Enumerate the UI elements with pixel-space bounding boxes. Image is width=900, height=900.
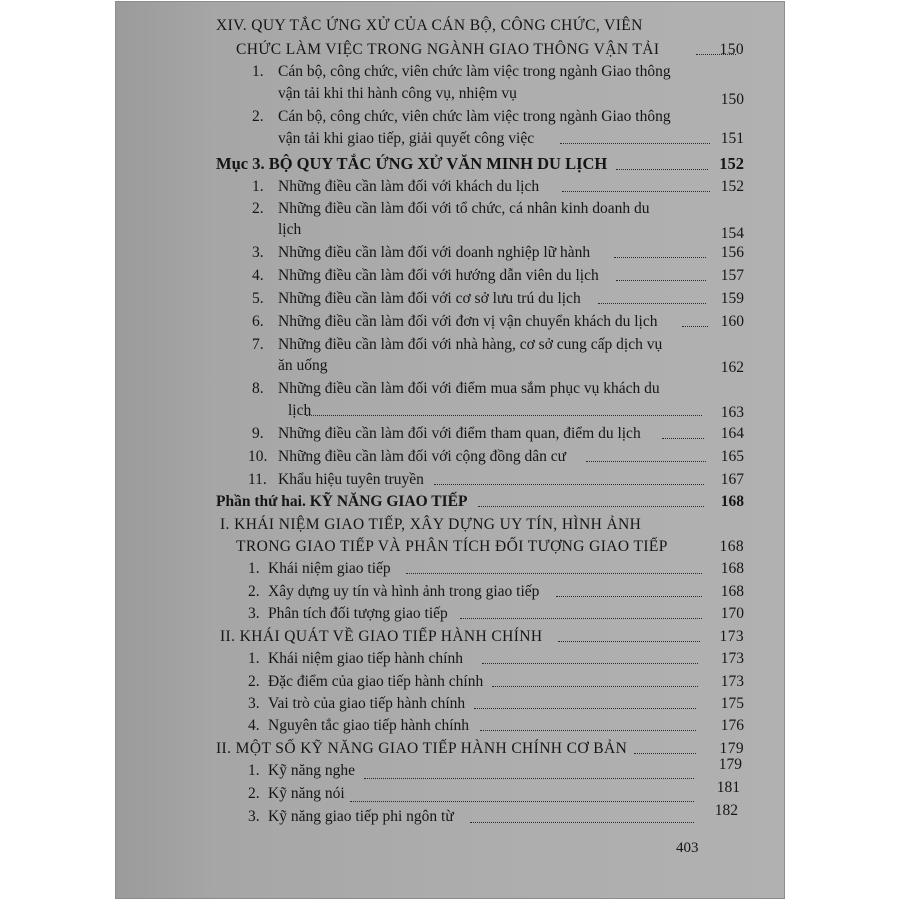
toc-entry: [116, 198, 784, 220]
toc-entry: [116, 558, 784, 580]
toc-entry: [116, 311, 784, 333]
toc-part-heading: [116, 491, 784, 513]
toc-entry-number: 4.: [252, 267, 264, 284]
toc-entry-title: Vai trò của giao tiếp hành chính: [268, 695, 466, 712]
leader-dots: [586, 459, 706, 462]
leader-dots: [562, 189, 710, 192]
toc-entry-number: 2.: [248, 673, 260, 690]
leader-dots: [470, 820, 694, 823]
leader-dots: [482, 661, 698, 664]
toc-page-number: 168: [720, 583, 744, 600]
leader-dots: [364, 776, 694, 779]
toc-entry-title: Những điều cần làm đối với điểm tham quan, điểm du lịch: [278, 425, 641, 442]
leader-dots: [558, 639, 700, 642]
toc-entry-number: 3.: [248, 695, 260, 712]
toc-entry-number: 3.: [252, 244, 264, 261]
toc-section-heading: [116, 626, 784, 648]
leader-dots: [560, 141, 710, 144]
toc-section-heading: [116, 15, 784, 37]
toc-entry-title: Phân tích đối tượng giao tiếp: [268, 605, 448, 622]
toc-entry-number: 1.: [252, 63, 264, 80]
toc-entry-number: 6.: [252, 313, 264, 330]
toc-entry: [116, 469, 784, 491]
toc-page-number: 181: [716, 779, 740, 796]
toc-heading-line1: I. KHÁI NIỆM GIAO TIẾP, XÂY DỰNG UY TÍN, HÌNH ẢNH: [220, 516, 642, 533]
toc-entry-title: Khái niệm giao tiếp: [268, 560, 391, 577]
leader-dots: [492, 684, 698, 687]
toc-entry: [116, 61, 784, 83]
toc-entry: [116, 756, 784, 782]
toc-entry: [116, 288, 784, 310]
toc-entry-title: Đặc điểm của giao tiếp hành chính: [268, 673, 484, 690]
toc-entry-title: Những điều cần làm đối với hướng dẫn viên du lịch: [278, 267, 599, 284]
toc-entry-title: Những điều cần làm đối với cơ sở lưu trú du lịch: [278, 290, 581, 307]
leader-dots: [662, 436, 704, 439]
toc-page-number: 167: [720, 471, 744, 488]
toc-entry-title: Những điều cần làm đối với khách du lịch: [278, 178, 540, 195]
toc-entry-number: 1.: [248, 650, 260, 667]
toc-section-heading: [116, 738, 784, 760]
toc-entry: [116, 128, 784, 150]
toc-entry-number: 2.: [252, 200, 264, 217]
toc-entry: [116, 779, 784, 805]
toc-entry: [116, 400, 784, 422]
toc-entry-title-cont: vận tải khi giao tiếp, giải quyết công việc: [278, 130, 535, 147]
toc-entry-title-cont: ăn uống: [278, 357, 328, 374]
toc-page-number: 170: [720, 605, 744, 622]
toc-entry-title: Nguyên tắc giao tiếp hành chính: [268, 717, 470, 734]
toc-entry-title-cont: lịch: [288, 402, 312, 419]
toc-section-heading: [116, 514, 784, 536]
toc-entry-title: Kỹ năng nói: [268, 785, 345, 802]
toc-page-number: 165: [720, 448, 744, 465]
toc-entry: [116, 242, 784, 264]
page-footer-number: 403: [676, 840, 699, 856]
toc-page-number: 173: [720, 650, 744, 667]
toc-entry-number: 1.: [248, 560, 260, 577]
leader-dots: [616, 167, 708, 170]
toc-page-number: 179: [718, 756, 742, 773]
leader-dots: [460, 616, 702, 619]
toc-entry-number: 10.: [248, 448, 268, 465]
leader-dots: [306, 413, 702, 416]
toc-entry-title: Khẩu hiệu tuyên truyền: [278, 471, 424, 488]
toc-entry-number: 3.: [248, 808, 260, 825]
toc-entry: [116, 671, 784, 693]
toc-entry: [116, 648, 784, 670]
toc-page-number: 179: [719, 740, 744, 757]
book-page: [116, 2, 784, 898]
toc-page-number: 162: [720, 359, 744, 376]
leader-dots: [350, 799, 694, 802]
toc-page-number: 173: [719, 628, 744, 645]
toc-entry: [116, 83, 784, 108]
toc-entry: [116, 334, 784, 356]
toc-entry-number: 1.: [248, 762, 260, 779]
toc-entry-title: Những điều cần làm đối với nhà hàng, cơ sở cung cấp dịch vụ: [278, 336, 663, 353]
toc-entry-title: Những điều cần làm đối với đơn vị vận chuyển khách du lịch: [278, 313, 658, 330]
toc-page-number: 168: [720, 493, 744, 510]
toc-page-number: 168: [720, 560, 744, 577]
leader-dots: [434, 482, 704, 485]
toc-entry: [116, 715, 784, 737]
toc-entry-title: Cán bộ, công chức, viên chức làm việc trong ngành Giao thông: [278, 63, 671, 80]
toc-page-number: 156: [720, 244, 744, 261]
toc-entry: [116, 446, 784, 468]
toc-heading-line2: TRONG GIAO TIẾP VÀ PHÂN TÍCH ĐỐI TƯỢNG GIAO TIẾP: [236, 538, 668, 555]
toc-entry-title: Những điều cần làm đối với cộng đồng dân cư: [278, 448, 567, 465]
toc-page-number: 150: [719, 41, 744, 58]
toc-entry: [116, 603, 784, 625]
toc-entry: [116, 355, 784, 377]
leader-dots: [556, 594, 702, 597]
toc-section-heading: [116, 39, 784, 61]
leader-dots: [634, 751, 696, 754]
toc-entry: [116, 378, 784, 400]
toc-page-number: 182: [714, 802, 738, 819]
leader-dots: [474, 706, 696, 709]
toc-entry-number: 2.: [248, 583, 260, 600]
toc-entry: [116, 423, 784, 445]
leader-dots: [682, 324, 708, 327]
toc-heading-line1: II. MỘT SỐ KỸ NĂNG GIAO TIẾP HÀNH CHÍNH CƠ BẢN: [216, 740, 628, 757]
toc-entry-number: 3.: [248, 605, 260, 622]
toc-section-heading: [116, 536, 784, 558]
toc-page-number: 157: [720, 267, 744, 284]
leader-dots: [614, 255, 706, 258]
toc-entry-number: 4.: [248, 717, 260, 734]
toc-page-number: 173: [720, 673, 744, 690]
leader-dots: [406, 571, 702, 574]
toc-page-number: 154: [720, 225, 744, 242]
toc-entry-number: 9.: [252, 425, 264, 442]
toc-page-number: 150: [720, 91, 744, 108]
toc-heading-line1: XIV. QUY TẮC ỨNG XỬ CỦA CÁN BỘ, CÔNG CHỨC, VIÊN: [216, 17, 643, 34]
toc-entry: [116, 802, 784, 828]
toc-page-number: 176: [720, 717, 744, 734]
toc-page-number: 152: [720, 178, 744, 195]
toc-entry-number: 1.: [252, 178, 264, 195]
toc-entry-title: Những điều cần làm đối với doanh nghiệp lữ hành: [278, 244, 591, 261]
toc-entry-title: Những điều cần làm đối với tổ chức, cá nhân kinh doanh du: [278, 200, 650, 217]
leader-dots: [478, 504, 704, 507]
toc-entry-number: 8.: [252, 380, 264, 397]
toc-entry-number: 11.: [248, 471, 267, 488]
toc-entry-title: Khái niệm giao tiếp hành chính: [268, 650, 463, 667]
toc-entry: [116, 265, 784, 287]
toc-page-number: 175: [720, 695, 744, 712]
leader-dots: [598, 301, 706, 304]
toc-entry-title: Kỹ năng nghe: [268, 762, 355, 779]
toc-entry-number: 7.: [252, 336, 264, 353]
toc-entry-title: Xây dựng uy tín và hình ảnh trong giao tiếp: [268, 583, 540, 600]
toc-part-title: Phần thứ hai. KỸ NĂNG GIAO TIẾP: [216, 493, 468, 510]
toc-entry-number: 2.: [252, 108, 264, 125]
toc-entry-title: Cán bộ, công chức, viên chức làm việc trong ngành Giao thông: [278, 108, 671, 125]
toc-chapter-title: Mục 3. BỘ QUY TẮC ỨNG XỬ VĂN MINH DU LỊCH: [216, 154, 608, 173]
toc-page-number: 168: [719, 538, 744, 555]
toc-page-number: 160: [720, 313, 744, 330]
toc-entry: [116, 693, 784, 715]
toc-entry: [116, 176, 784, 198]
toc-chapter-heading: [116, 152, 784, 176]
toc-page-number: 152: [719, 154, 744, 173]
toc-page-number: 163: [720, 404, 744, 421]
toc-entry: [116, 219, 784, 241]
toc-entry-title-cont: lịch: [278, 221, 302, 238]
toc-entry-title: Những điều cần làm đối với điểm mua sắm phục vụ khách du: [278, 380, 660, 397]
toc-entry-title-cont: vận tải khi thi hành công vụ, nhiệm vụ: [278, 85, 517, 102]
toc-entry-number: 5.: [252, 290, 264, 307]
toc-entry: [116, 106, 784, 128]
toc-heading-line1: II. KHÁI QUÁT VỀ GIAO TIẾP HÀNH CHÍNH: [220, 628, 543, 645]
toc-heading-line2: CHỨC LÀM VIỆC TRONG NGÀNH GIAO THÔNG VẬN TẢI: [236, 41, 660, 58]
toc-page-number: 159: [720, 290, 744, 307]
toc-page-number: 164: [720, 425, 744, 442]
toc-page-number: 151: [720, 130, 744, 147]
toc-entry: [116, 581, 784, 603]
leader-dots: [616, 278, 706, 281]
leader-dots: [480, 728, 696, 731]
toc-entry-number: 2.: [248, 785, 260, 802]
toc-entry-title: Kỹ năng giao tiếp phi ngôn từ: [268, 808, 454, 825]
